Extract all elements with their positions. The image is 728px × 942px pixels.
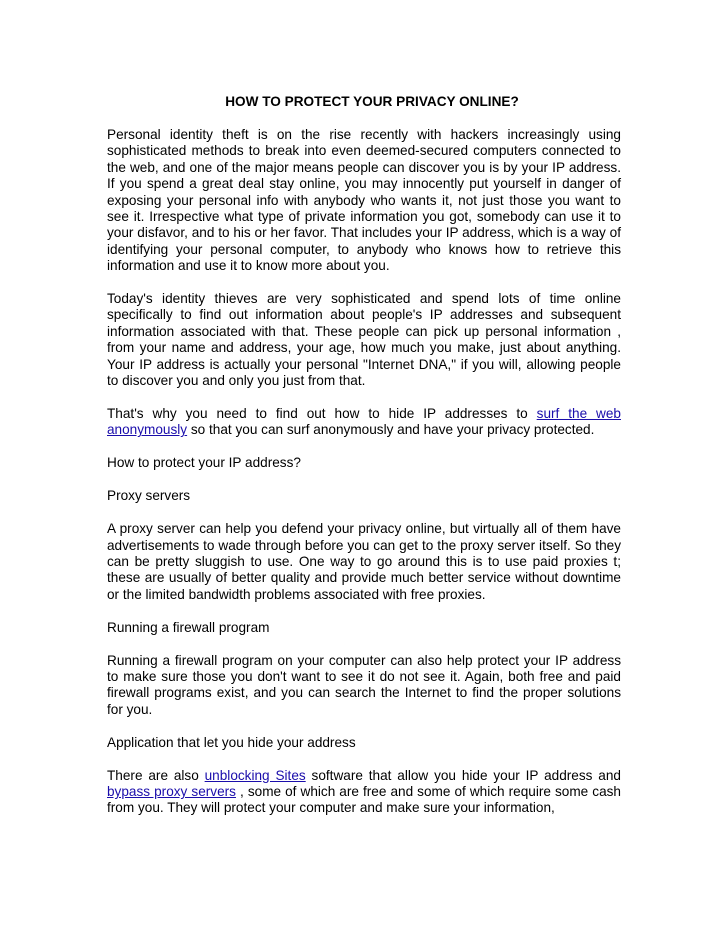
- heading-applications: Application that let you hide your address: [107, 734, 356, 750]
- paragraph-applications: [107, 768, 621, 817]
- document-title: HOW TO PROTECT YOUR PRIVACY ONLINE?: [225, 94, 519, 109]
- bypass-proxy-servers-link[interactable]: bypass proxy servers: [107, 784, 236, 799]
- paragraph-identity-thieves: Today's identity thieves are very sophisticated and spend lots of time online specifically to find out information about people's IP addresses and subsequent information associated with that. These people can pick up personal information , from your name and address, your age, how much you make, just about anything. Your IP address is actually your personal "Internet DNA," if you will, allowing people to discover you and only you just from that.: [107, 291, 621, 389]
- heading-proxy-servers: Proxy servers: [107, 488, 191, 504]
- paragraph-firewall: Running a firewall program on your computer can also help protect your IP address to make sure those you don't want to see it do not see it. Again, both free and paid firewall programs exist, and you can search the Internet to find the proper solutions for you.: [107, 652, 621, 717]
- heading-protect-ip: How to protect your IP address?: [107, 455, 301, 471]
- document-body: [107, 94, 621, 833]
- paragraph-text: , some of which are free and some of which require some cash from you. They will protect your computer and make sure your information,: [107, 784, 621, 816]
- paragraph-hide-ip: [107, 406, 621, 439]
- heading-firewall: Running a firewall program: [107, 619, 270, 635]
- paragraph-text: software that allow you hide your IP address and: [305, 767, 621, 783]
- paragraph-proxy-servers: A proxy server can help you defend your privacy online, but virtually all of them have advertisements to wade through before you can get to the proxy server itself. So they can be pretty sluggish to use. One way to go around this is to use paid proxies t; these are usually of better quality and provide much better service without downtime or the limited bandwidth problems associated with free proxies.: [107, 521, 621, 602]
- paragraph-text: There are also: [107, 767, 205, 783]
- paragraph-text: so that you can surf anonymously and have your privacy protected.: [187, 422, 595, 438]
- paragraph-text: That's why you need to find out how to hide IP addresses to: [107, 406, 537, 421]
- unblocking-sites-link[interactable]: unblocking Sites: [204, 767, 306, 783]
- surf-anonymously-link[interactable]: surf the web anonymously: [107, 406, 621, 438]
- paragraph-identity-theft: Personal identity theft is on the rise recently with hackers increasingly using sophisticated methods to break into even deemed-secured computers connected to the web, and one of the major means people can discover you is by your IP address. If you spend a great deal stay online, you may innocently put yourself in danger of exposing your personal info with anybody who wants it, not just those you want to see it. Irrespective what type of private information you got, somebody can use it to your disfavor, and to his or her favor. That includes your IP address, which is a way of identifying your personal computer, to anybody who knows how to retrieve this information and use it to know more about you.: [107, 126, 621, 274]
